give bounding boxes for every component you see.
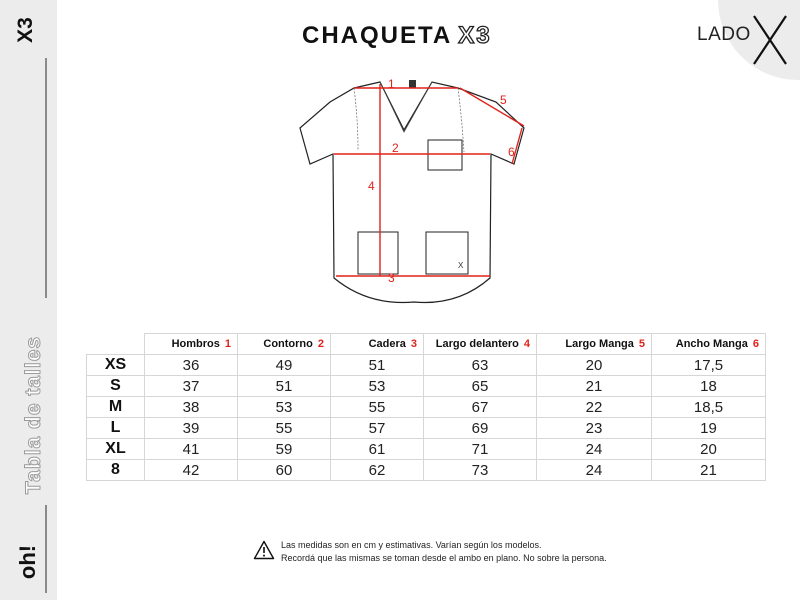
sidebar-divider-top <box>45 58 47 298</box>
column-header: Hombros 1 <box>145 334 238 355</box>
warning-icon <box>253 540 275 560</box>
measure-marker-4: 4 <box>368 179 375 193</box>
chest-pocket <box>428 140 462 170</box>
table-cell: 53 <box>331 376 424 397</box>
table-cell: 67 <box>424 397 537 418</box>
note-line-1: Las medidas son en cm y estimativas. Varían según los modelos. <box>281 540 542 550</box>
measure-marker-1: 1 <box>388 77 395 91</box>
measure-marker-2: 2 <box>392 141 399 155</box>
title-main: CHAQUETA <box>302 22 453 49</box>
table-header-corner <box>87 334 145 355</box>
size-cell: S <box>87 376 145 397</box>
table-cell: 36 <box>145 355 238 376</box>
table-cell: 18 <box>652 376 766 397</box>
sidebar-divider-bottom <box>45 505 47 593</box>
sidebar-x3-label: X3 <box>14 17 37 43</box>
garment-diagram <box>296 70 532 306</box>
table-cell: 61 <box>331 439 424 460</box>
table-cell: 41 <box>145 439 238 460</box>
table-cell: 57 <box>331 418 424 439</box>
garment-outline <box>300 82 524 303</box>
table-cell: 24 <box>537 439 652 460</box>
table-cell: 55 <box>238 418 331 439</box>
table-cell: 18,5 <box>652 397 766 418</box>
size-cell: L <box>87 418 145 439</box>
table-cell: 59 <box>238 439 331 460</box>
measure-marker-3: 3 <box>388 271 395 285</box>
table-cell: 20 <box>537 355 652 376</box>
side-x-mark <box>750 14 790 66</box>
sidebar <box>0 0 57 600</box>
brand-logo: oh! <box>15 544 40 580</box>
table-cell: 63 <box>424 355 537 376</box>
table-row <box>87 439 766 460</box>
table-cell: 21 <box>652 460 766 481</box>
table-row <box>87 355 766 376</box>
table-cell: 21 <box>537 376 652 397</box>
column-header: Contorno 2 <box>238 334 331 355</box>
table-cell: 20 <box>652 439 766 460</box>
table-header-row <box>87 334 766 355</box>
column-header: Largo delantero 4 <box>424 334 537 355</box>
table-cell: 19 <box>652 418 766 439</box>
size-table <box>86 333 766 481</box>
table-cell: 62 <box>331 460 424 481</box>
size-cell: XL <box>87 439 145 460</box>
measure-marker-6: 6 <box>508 145 515 159</box>
measure-marker-5: 5 <box>500 93 507 107</box>
table-cell: 39 <box>145 418 238 439</box>
column-header: Ancho Manga 6 <box>652 334 766 355</box>
page-title <box>302 22 492 50</box>
table-cell: 71 <box>424 439 537 460</box>
table-cell: 49 <box>238 355 331 376</box>
table-cell: 37 <box>145 376 238 397</box>
size-cell: 8 <box>87 460 145 481</box>
lower-pocket-left <box>358 232 398 274</box>
column-header: Largo Manga 5 <box>537 334 652 355</box>
table-cell: 73 <box>424 460 537 481</box>
table-row <box>87 460 766 481</box>
measurement-note <box>281 539 607 565</box>
table-cell: 24 <box>537 460 652 481</box>
sidebar-vertical-title: Tabla de talles <box>22 335 45 495</box>
table-cell: 65 <box>424 376 537 397</box>
table-row <box>87 418 766 439</box>
table-cell: 17,5 <box>652 355 766 376</box>
table-cell: 23 <box>537 418 652 439</box>
table-row <box>87 376 766 397</box>
table-cell: 69 <box>424 418 537 439</box>
table-cell: 60 <box>238 460 331 481</box>
table-cell: 51 <box>331 355 424 376</box>
side-label: LADO <box>697 24 751 45</box>
table-cell: 53 <box>238 397 331 418</box>
table-row <box>87 397 766 418</box>
table-cell: 51 <box>238 376 331 397</box>
table-cell: 22 <box>537 397 652 418</box>
column-header: Cadera 3 <box>331 334 424 355</box>
title-suffix: X3 <box>458 22 492 49</box>
note-line-2: Recordá que las mismas se toman desde el ambo en plano. No sobre la persona. <box>281 553 607 563</box>
garment-label-tag <box>409 80 416 88</box>
garment-tag-text: X <box>458 261 464 270</box>
table-cell: 55 <box>331 397 424 418</box>
table-cell: 42 <box>145 460 238 481</box>
size-cell: XS <box>87 355 145 376</box>
table-cell: 38 <box>145 397 238 418</box>
size-cell: M <box>87 397 145 418</box>
